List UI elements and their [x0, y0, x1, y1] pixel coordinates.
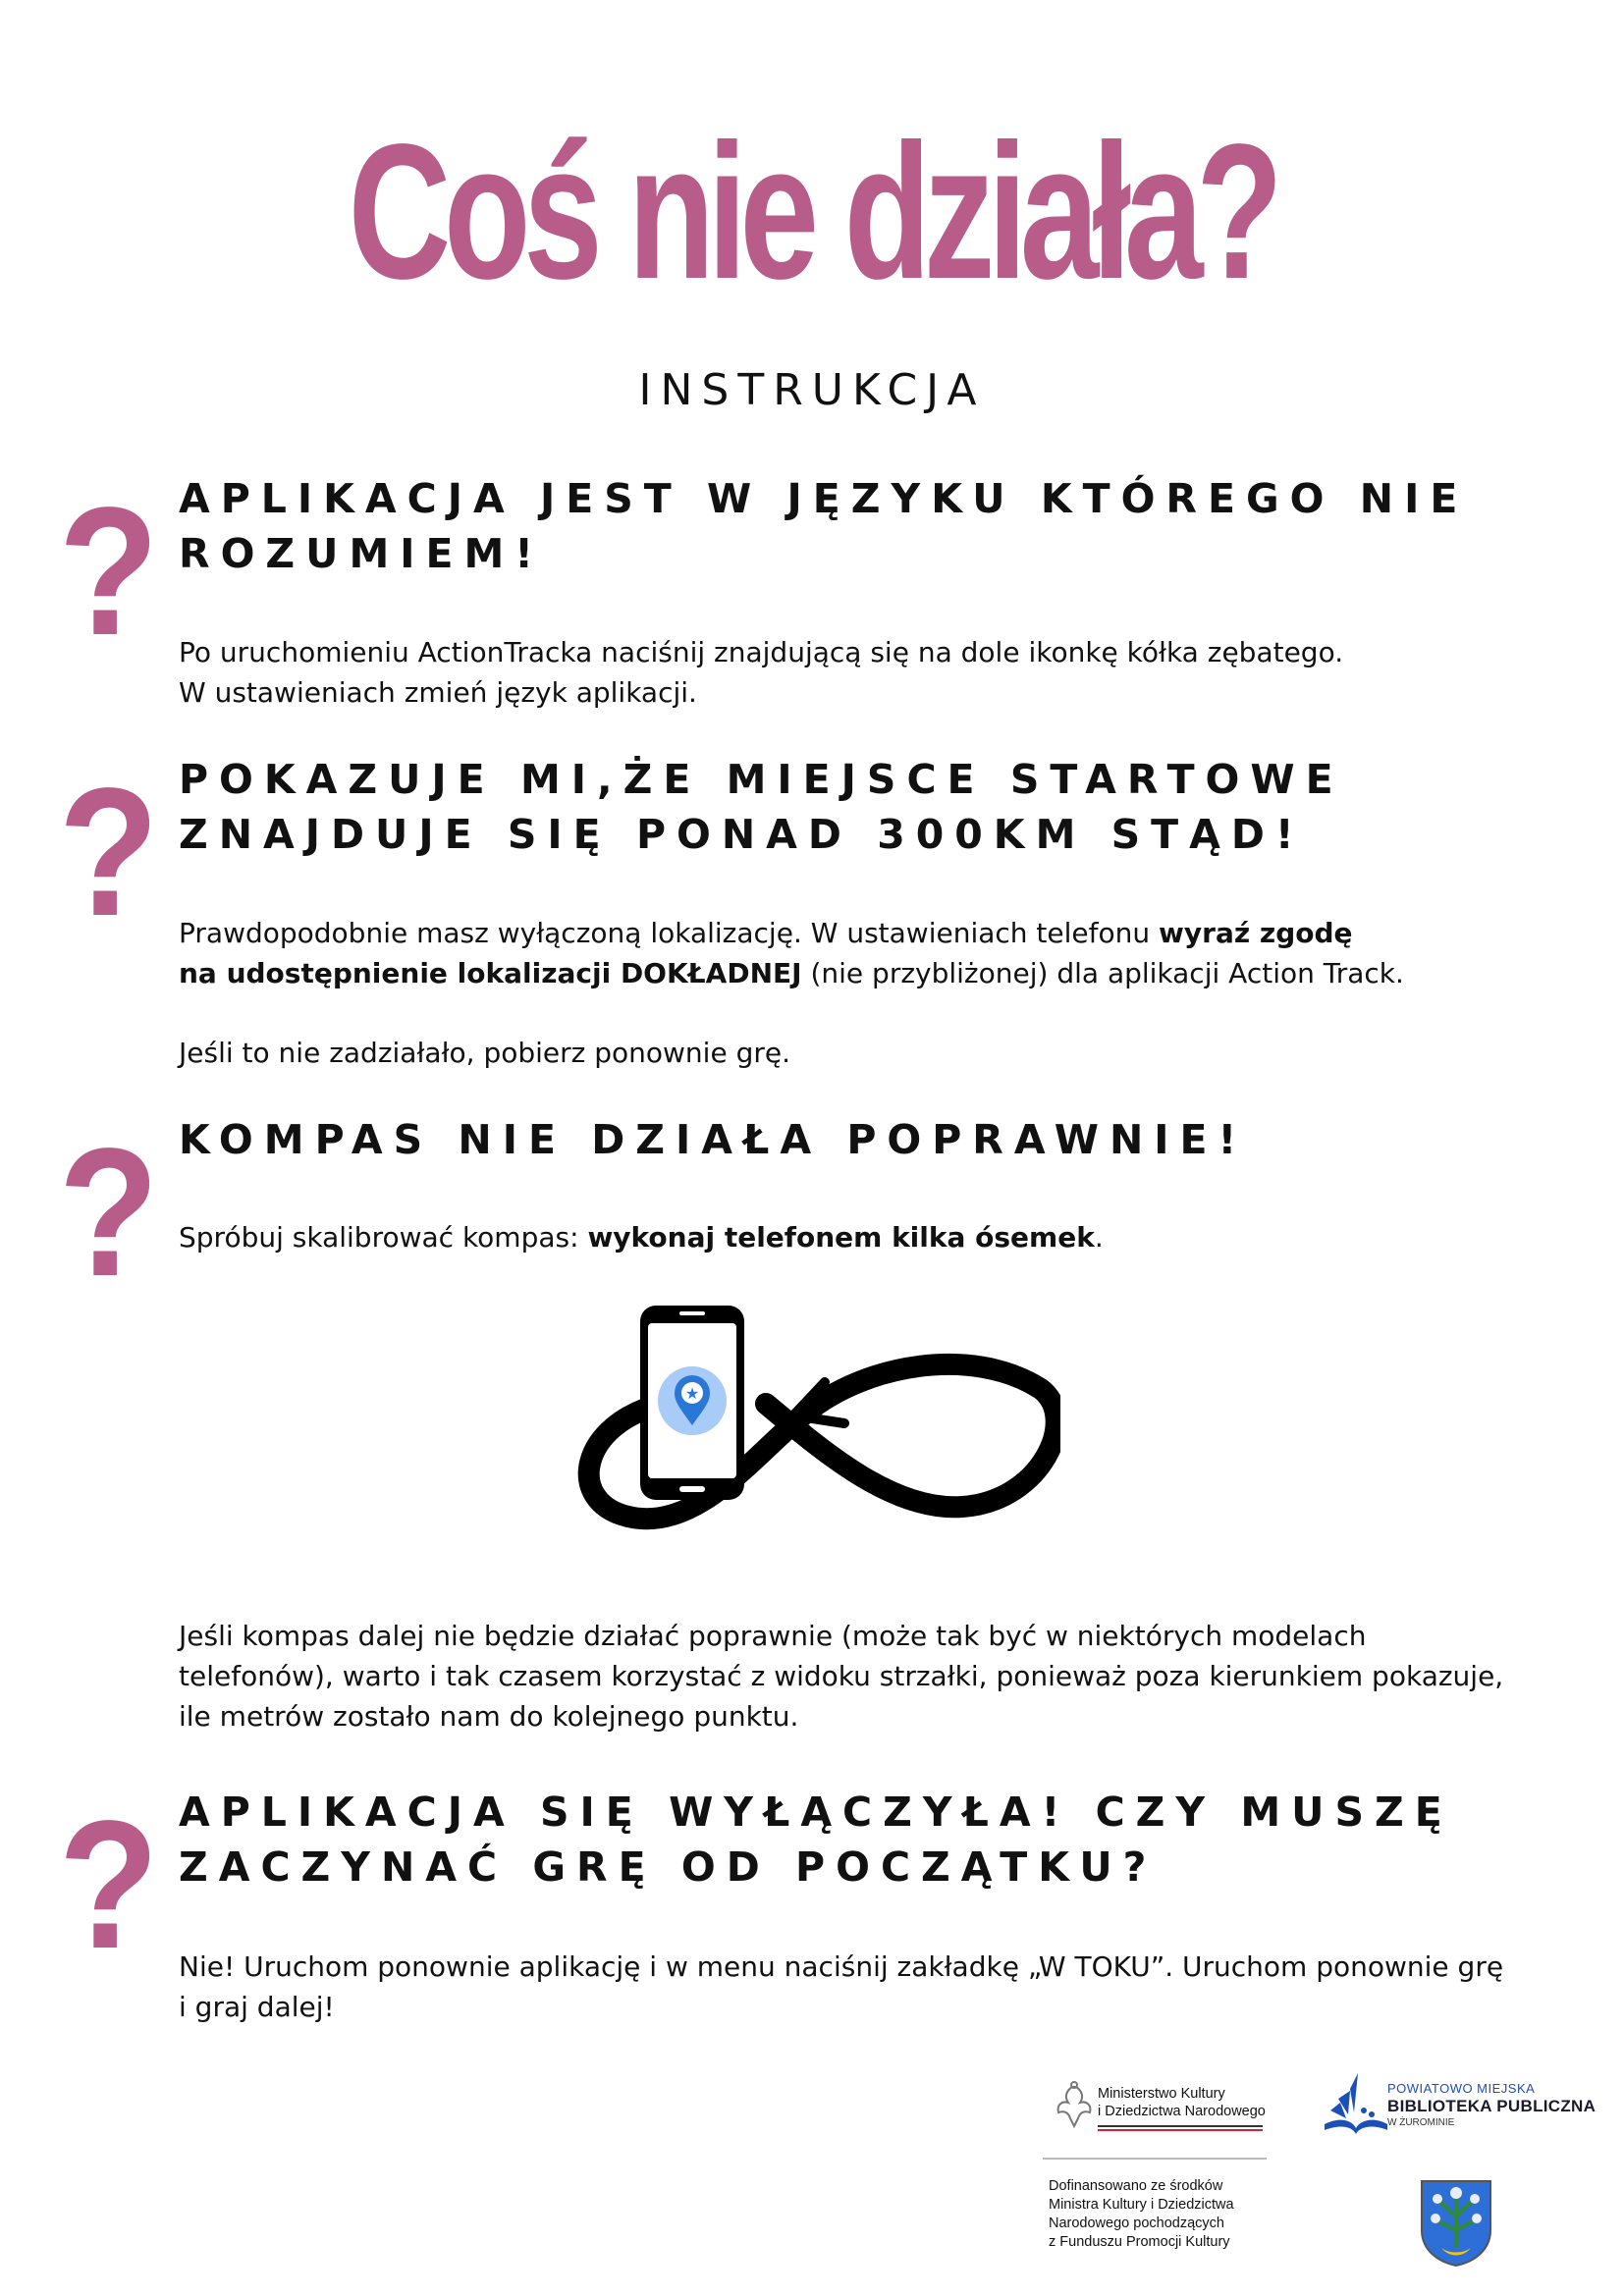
section-1-heading: APLIKACJA JEST W JĘZYKU KTÓREGO NIE ROZUMIEM! — [179, 475, 1469, 577]
question-mark-icon: ? — [58, 751, 159, 954]
section-3-paragraph-1 — [179, 1217, 1534, 1257]
funding-note — [1049, 2177, 1265, 2252]
section-4-heading-line-1: APLIKACJA SIĘ WYŁĄCZYŁA! CZY MUSZĘ — [179, 1789, 1453, 1836]
ministry-rule-dark — [1098, 2125, 1263, 2127]
section-3-text-end: . — [1094, 1221, 1104, 1254]
funding-line-2: Ministra Kultury i Dziedzictwa — [1049, 2197, 1234, 2213]
ministry-line-2: i Dziedzictwa Narodowego — [1098, 2104, 1266, 2119]
section-2-paragraph-2: Jeśli to nie zadziałało, pobierz ponownie grę. — [179, 1037, 790, 1069]
library-name-sub: W ŻUROMINIE — [1387, 2117, 1455, 2128]
section-2-heading — [179, 752, 1485, 862]
page-title: Coś nie działa? — [348, 104, 1276, 319]
section-3-paragraph-2: Jeśli kompas dalej nie będzie działać poprawnie (może tak być w niektórych modelach telefonów), warto i tak czasem korzystać z widoku strzałki, ponieważ poza kierunkiem pokazuje, ile metrów zostało nam do kolejnego punktu. — [179, 1620, 1504, 1733]
ministry-name — [1098, 2085, 1284, 2120]
library-book-icon — [1321, 2069, 1391, 2144]
section-1-line-1: Po uruchomieniu ActionTracka naciśnij znajdującą się na dole ikonkę kółka zębatego. — [179, 636, 1344, 668]
footer-divider — [1043, 2158, 1267, 2160]
section-4-body: Nie! Uruchom ponownie aplikację i w menu naciśnij zakładkę „W TOKU”. Uruchom ponownie grę i graj dalej! — [179, 1950, 1504, 2023]
ministry-line-1: Ministerstwo Kultury — [1098, 2086, 1225, 2102]
library-name-top: POWIATOWO MIEJSKA — [1387, 2081, 1536, 2096]
section-2-heading-line-1: POKAZUJE MI,ŻE MIEJSCE STARTOWE — [179, 756, 1344, 803]
library-name-main: BIBLIOTEKA PUBLICZNA — [1387, 2097, 1597, 2115]
ministry-rule-red — [1098, 2129, 1263, 2131]
page-subtitle: INSTRUKCJA — [638, 365, 986, 415]
svg-text:★: ★ — [684, 1384, 700, 1403]
section-2-text: Prawdopodobnie masz wyłączoną lokalizację. W ustawieniach telefonu — [179, 917, 1160, 949]
phone-figure-eight-icon — [569, 1306, 1060, 1561]
section-3-text: Spróbuj skalibrować kompas: — [179, 1221, 588, 1254]
coat-of-arms-icon — [1418, 2177, 1494, 2268]
funding-line-4: z Funduszu Promocji Kultury — [1049, 2234, 1230, 2250]
section-2-bold-text: na udostępnienie lokalizacji DOKŁADNEJ — [179, 957, 802, 989]
section-4-heading-line-2: ZACZYNAĆ GRĘ OD POCZĄTKU? — [179, 1843, 1158, 1891]
funding-line-1: Dofinansowano ze środków — [1049, 2178, 1223, 2194]
question-mark-icon: ? — [58, 470, 159, 673]
section-4-heading — [179, 1785, 1485, 1895]
section-2-bold-text: wyraź zgodę — [1159, 917, 1353, 949]
question-mark-icon: ? — [58, 1111, 159, 1314]
section-2-text: (nie przybliżonej) dla aplikacji Action Track. — [801, 957, 1404, 989]
section-1-line-2: W ustawieniach zmień język aplikacji. — [179, 676, 697, 709]
section-1-body — [179, 632, 1534, 713]
section-3-heading: KOMPAS NIE DZIAŁA POPRAWNIE! — [179, 1116, 1248, 1163]
section-2-paragraph-1 — [179, 913, 1534, 993]
question-mark-icon: ? — [58, 1784, 159, 1987]
section-2-heading-line-2: ZNAJDUJE SIĘ PONAD 300KM STĄD! — [179, 811, 1305, 858]
funding-line-3: Narodowego pochodzących — [1049, 2216, 1224, 2231]
section-3-bold-text: wykonaj telefonem kilka ósemek — [587, 1221, 1095, 1254]
